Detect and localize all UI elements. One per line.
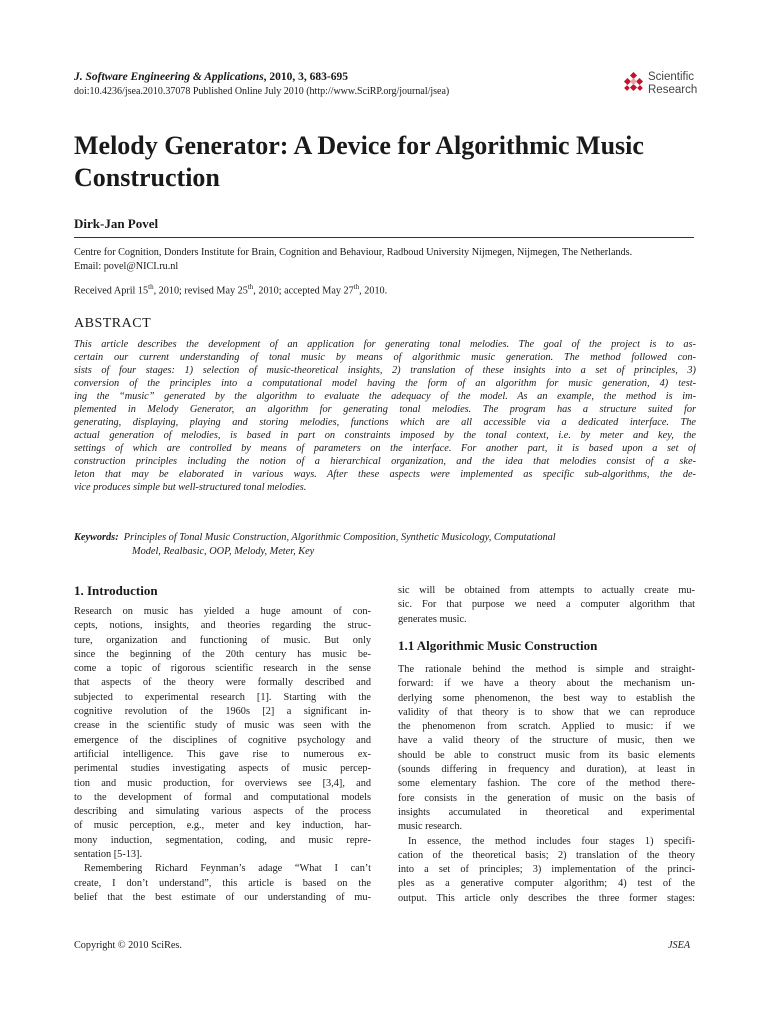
body-line: cation of the theoretical basis; 2) translation of the theory: [398, 849, 695, 861]
journal-abbreviation: JSEA: [668, 940, 691, 951]
keywords-block: [74, 531, 696, 559]
abstract-line: sists of four stages: 1) selection of music-theoretical insights, 2) translation of these insights into a set of principles, 3): [74, 365, 696, 376]
body-line: insights accumulated in theoretical and experimental: [398, 806, 695, 818]
body-line: of music perception, e.g., meter and key induction, har-: [74, 820, 371, 832]
section-heading-algorithmic-music-construction: 1.1 Algorithmic Music Construction: [398, 638, 598, 653]
body-line: tion and music production, for overviews see [3,4], and: [74, 777, 371, 789]
affiliation: [74, 246, 704, 273]
right-column-text: [398, 663, 695, 906]
affiliation-line: Centre for Cognition, Donders Institute for Brain, Cognition and Behaviour, Radboud University Nijmegen, Nijmegen, The Netherlands.: [74, 247, 633, 258]
keywords-line: Model, Realbasic, OOP, Melody, Meter, Key: [132, 546, 315, 557]
body-line: ples as a generative computer algorithm; 4) test of the: [398, 878, 695, 890]
body-line: generates music.: [398, 613, 467, 625]
body-line: cognitive revolution of the 1960s [2] a significant in-: [74, 706, 371, 718]
body-line: subjected to experimental research [1]. Starting with the: [74, 691, 371, 703]
body-line: describing and simulating various aspects of the process: [74, 806, 371, 818]
revised-text: , 2010; revised May 25: [153, 285, 248, 297]
scientific-research-logo: [622, 70, 702, 100]
abstract-line: generating, displaying, playing and storing melodies, functions which are all accessible via a dedicated interface. The: [74, 417, 696, 428]
body-line: to the development of formal and computational models: [74, 791, 371, 803]
keywords-line: Principles of Tonal Music Construction, Algorithmic Composition, Synthetic Musicology, Computational: [123, 532, 556, 543]
body-line: In essence, the method includes four stages 1) specifi-: [408, 835, 695, 847]
body-line: crease in the scientific study of music was seen with the: [74, 720, 371, 732]
received-text: Received April 15: [74, 285, 149, 297]
keywords-label: Keywords:: [74, 532, 119, 543]
abstract-body: [74, 338, 696, 494]
logo-text-scientific: Scientific: [648, 71, 695, 83]
body-line: music research.: [398, 821, 463, 833]
body-line: Research on music has yielded a huge amount of con-: [74, 606, 371, 617]
body-line: (sounds differing in frequency and duration), at least in: [398, 764, 695, 776]
body-line: some elementary fashion. The core of the method there-: [398, 778, 695, 790]
journal-volume: , 2010, 3, 683-695: [263, 71, 349, 83]
body-line: validity of that theory is to show that we can reproduce: [398, 706, 695, 718]
received-dates: [74, 283, 387, 296]
logo-text-research: Research: [648, 84, 698, 96]
journal-name: J. Software Engineering & Applications: [74, 71, 264, 83]
journal-citation: [74, 71, 348, 83]
abstract-line: ing the “music” generated by the algorithm to evaluate the adequacy of the model. As an example, the method is im-: [74, 391, 696, 402]
body-line: since the beginning of the 20th century has music be-: [74, 648, 371, 660]
body-line: that aspects of the theory were formally described and: [74, 677, 371, 689]
paper-title: Melody Generator: A Device for Algorithmic Music Construction: [74, 131, 644, 192]
abstract-line: certain our current understanding of tonal music by means of algorithmic music generation. The method followed con-: [74, 352, 696, 363]
doi-line: doi:10.4236/jsea.2010.37078 Published Online July 2010 (http://www.SciRP.org/journal/jsea): [74, 86, 450, 97]
body-line: belief that the best estimate of our understanding of mu-: [74, 891, 371, 903]
ordinal-suffix: th: [247, 283, 254, 291]
abstract-line: settings of which are controlled by means of parameters on the interface. For another part, it is based upon a set of: [74, 443, 696, 454]
body-line: into a set of principles; 3) implementation of the princi-: [398, 864, 695, 876]
left-column-text: [74, 605, 371, 905]
body-line: derlying some phenomenon, the best way to establish the: [398, 692, 695, 704]
year-text: , 2010.: [359, 285, 388, 297]
body-line: perimental studies investigating aspects of music percep-: [74, 763, 371, 775]
body-line: have a valid theory of the structure of music, then we: [398, 735, 695, 747]
abstract-line: conversion of the principles into a computational model having the form of an algorithm for music generation, 4) test-: [74, 378, 696, 389]
body-line: Remembering Richard Feynman’s adage “What I can’t: [84, 863, 371, 875]
body-line: sentation [5-13].: [74, 849, 143, 861]
body-line: sic will be obtained from attempts to actually create mu-: [398, 585, 695, 596]
author-divider: [74, 237, 694, 238]
ordinal-suffix: th: [148, 283, 154, 291]
abstract-heading: ABSTRACT: [74, 316, 152, 331]
body-line: fore consists in the generation of music on the basis of: [398, 792, 695, 804]
abstract-line: vice produces simple but well-structured tonal melodies.: [74, 482, 307, 493]
body-line: create, I don’t understand”, this article is based on the: [74, 877, 371, 889]
body-line: the phenomenon from scratch. Applied to music: if we: [398, 721, 695, 733]
body-line: cepts, notions, insights, and theories regarding the struc-: [74, 620, 371, 632]
section-heading-introduction: 1. Introduction: [74, 583, 158, 598]
body-line: should be able to construct music from its basic elements: [398, 749, 695, 761]
ordinal-suffix: th: [353, 283, 360, 291]
body-line: artificial intelligence. This gave rise to numerous ex-: [74, 748, 371, 760]
body-line: emergence of the disciplines of cognitive psychology and: [74, 734, 371, 746]
copyright-notice: Copyright © 2010 SciRes.: [74, 940, 182, 951]
right-column-top-text: [398, 584, 695, 627]
body-line: forward: if we have a theory about the mechanism un-: [398, 678, 695, 690]
publisher-logo-icon: [622, 72, 646, 96]
abstract-line: actual generation of melodies, is based in part on constraints imposed by the tonal context, i.e. by meter and key, the: [74, 430, 696, 441]
body-line: mony induction, segmentation, coding, and music repre-: [74, 834, 371, 846]
body-line: output. This article only describes the three former stages:: [398, 892, 695, 904]
body-line: come a topic of rigorous scientific research in the sense: [74, 663, 371, 675]
abstract-line: plemented in Melody Generator, an algorithm for generating tonal melodies. The program has a structure suited for: [74, 404, 696, 415]
body-line: The rationale behind the method is simple and straight-: [398, 664, 695, 675]
body-line: sic. For that purpose we need a computer algorithm that: [398, 599, 695, 611]
abstract-line: construction principles including the notion of a hierarchical organization, and the idea that melodies consist of a ske-: [74, 456, 696, 467]
abstract-line: leton that may be elaborated in various ways. After these aspects were implemented as specific sub-algorithms, the de-: [74, 469, 696, 480]
body-line: ture, organization and functioning of music. But only: [74, 634, 371, 646]
email-line: Email: povel@NICI.ru.nl: [74, 260, 179, 272]
accepted-text: , 2010; accepted May 27: [253, 285, 354, 297]
author-name: Dirk-Jan Povel: [74, 216, 159, 231]
abstract-line: This article describes the development of an application for generating tonal melodies. The goal of the project is to as-: [74, 339, 696, 350]
